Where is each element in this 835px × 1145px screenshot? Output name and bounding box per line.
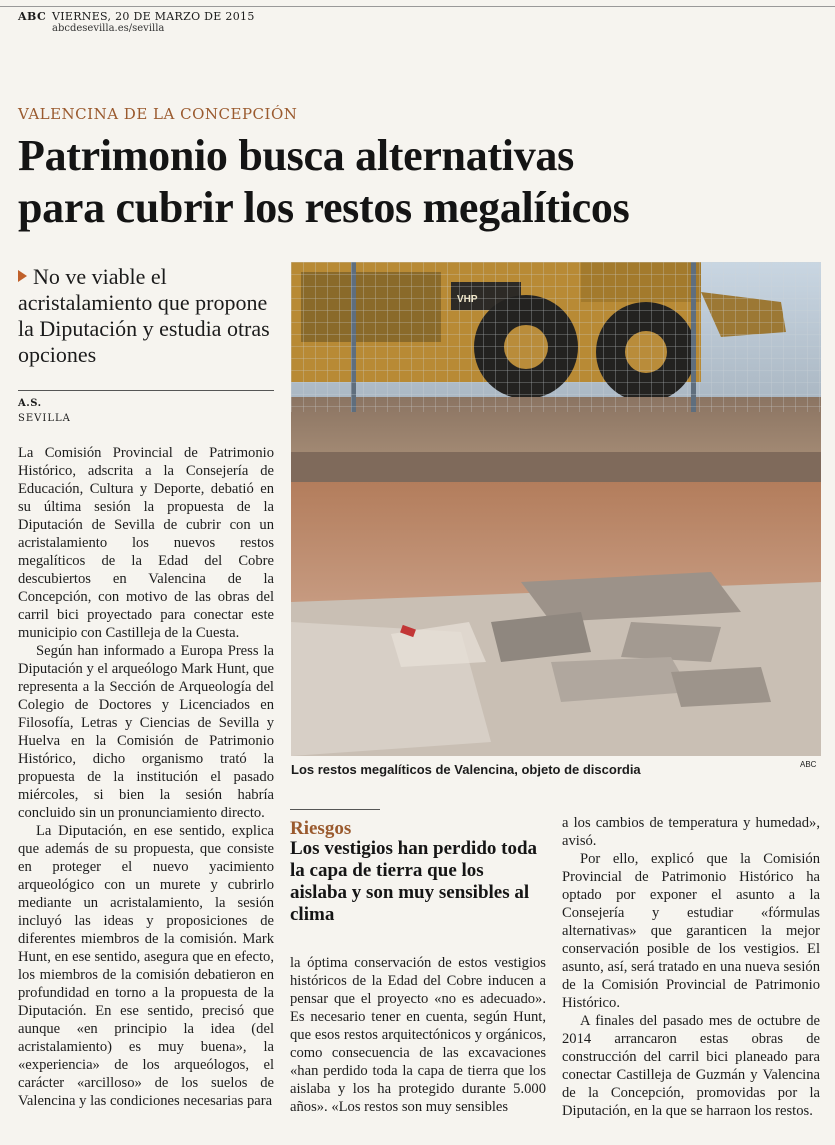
headline-line-2: para cubrir los restos megalíticos (18, 183, 630, 232)
paragraph: Según han informado a Europa Press la Diputación y el arqueólogo Mark Hunt, que representa a la Sección de Arqueología del Colegio de Doctores y Licenciados en Filosofía, Letras y Ciencias de Sevilla y Huelva en la Comisión de Patrimonio Histórico, dicho organismo trató la propuesta de la institución el pasado miércoles, si bien la sesión habría concluido sin un pronunciamiento directo. (18, 643, 274, 821)
paragraph: A finales del pasado mes de octubre de 2014 arrancaron estas obras de construcción del carril bici planeado para conectar Castilleja de Guzmán y Valencina de la Concepción, promovidas por la Diputación, en la que se harraon los restos. (562, 1013, 820, 1119)
body-column-2 (290, 954, 546, 1116)
masthead-brand: ABC (18, 10, 47, 23)
photo-caption: Los restos megalíticos de Valencina, objeto de discordia (291, 762, 641, 777)
byline: A.S. (18, 398, 42, 409)
section-label: VALENCINA DE LA CONCEPCIÓN (18, 105, 298, 123)
byline-rule (18, 390, 274, 391)
body-column-1 (18, 444, 274, 1110)
article-photo (291, 262, 821, 756)
paragraph: La Diputación, en ese sentido, explica que además de su propuesta, que consiste en proteger el nuevo yacimiento arqueológico con un murete y cubrirlo mediante un acristalamiento, la sesión incluyó las ideas y proposiciones de diferentes miembros de la comisión. Mark Hunt, en ese sentido, asegura que en efecto, los miembros de la comisión debatieron en profundidad en torno a la propuesta de la Diputación. En ese sentido, precisó que aunque «en principio la idea (del acristalamiento) es muy buena», la «experiencia» de los arqueólogos, el carácter «arcilloso» de los suelos de Valencina y las condiciones necesarias para (18, 823, 274, 1109)
headline-line-1: Patrimonio busca alternativas (18, 131, 574, 180)
sidebar-kicker: Riesgos (290, 818, 352, 839)
top-rule (0, 6, 835, 7)
photo-credit: ABC (800, 760, 817, 769)
paragraph: Por ello, explicó que la Comisión Provincial de Patrimonio Histórico ha optado por exponer el asunto a la Consejería y estudiar «fórmulas alternativas» que garanticen la mejor conservación posible de los vestigios. El asunto, así, será tratado en una nueva sesión de la Comisión Provincial de Patrimonio Histórico. (562, 851, 820, 1011)
triangle-bullet-icon (18, 270, 27, 282)
paragraph: a los cambios de temperatura y humedad», avisó. (562, 815, 820, 849)
dateline-city: SEVILLA (18, 413, 71, 424)
headline (18, 130, 828, 234)
paragraph: la óptima conservación de estos vestigios históricos de la Edad del Cobre inducen a pensar que el proyecto «no es adecuado». Es necesario tener en cuenta, según Hunt, que esos restos arquitectónicos y orgánicos, como consecuencia de las excavaciones «han perdido toda la capa de tierra que los aislaba y los ha protegido durante 5.000 años». «Los restos son muy sensibles (290, 955, 546, 1115)
deck (18, 264, 280, 368)
masthead-date: VIERNES, 20 DE MARZO DE 2015 (52, 10, 255, 23)
excavation-photo-illustration (291, 262, 821, 756)
paragraph: La Comisión Provincial de Patrimonio Histórico, adscrita a la Consejería de Educación, Cultura y Deporte, debatió en su última sesión la propuesta de la Diputación de Sevilla de cubrir con un acristalamiento los nuevos restos megalíticos de la Edad del Cobre descubiertos en Valencina de la Concepción, con motivo de las obras del carril bici proyectado para conectar este municipio con Castilleja de la Cuesta. (18, 445, 274, 641)
masthead-url: abcdesevilla.es/sevilla (52, 23, 165, 34)
deck-text: No ve viable el acristalamiento que propone la Diputación y estudia otras opciones (18, 264, 270, 367)
sidebar-rule (290, 809, 380, 810)
pull-quote: Los vestigios han perdido toda la capa de tierra que los aislaba y son muy sensibles al clima (290, 838, 538, 925)
body-column-3 (562, 814, 820, 1120)
